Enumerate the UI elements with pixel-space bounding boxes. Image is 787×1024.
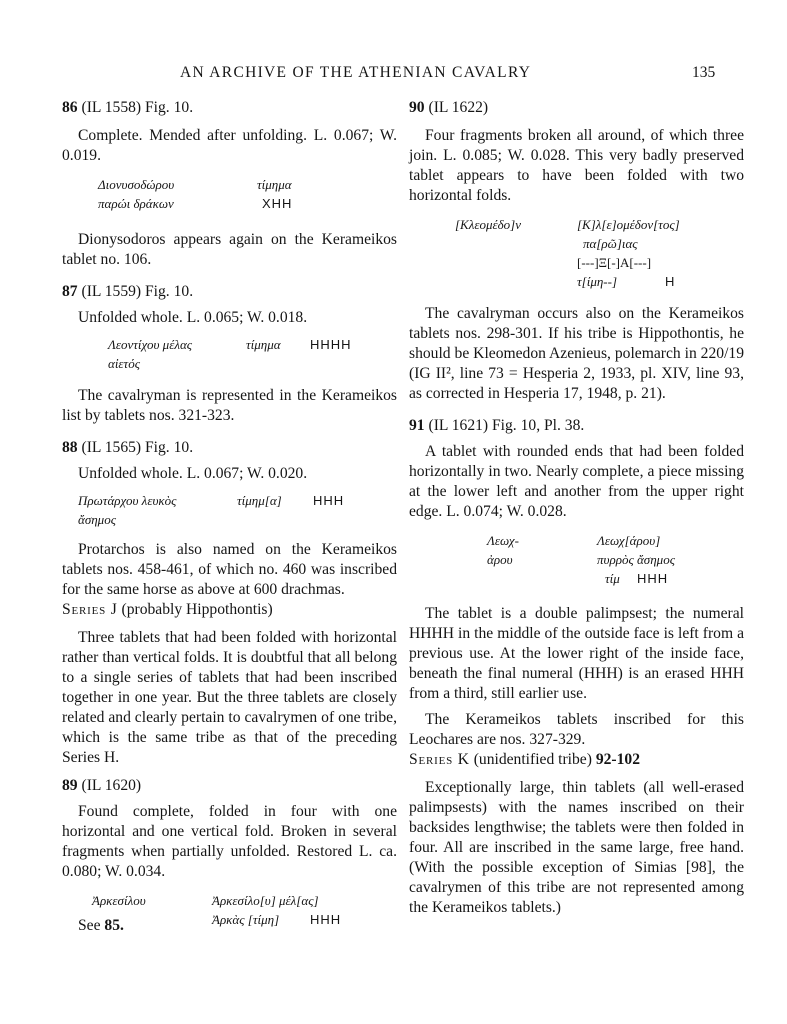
entry-reference: (IL 1622) (428, 99, 489, 116)
entry-91-note-1: The tablet is a double palimpsest; the numeral HHHH in the middle of the outside face is left from a previous use. At the lower right of the inside face, beneath the final numeral (HHH) is an erased HHH from a third, still earlier use. (409, 605, 744, 702)
inscription-numeral: ΗΗΗ (310, 912, 342, 927)
series-tribe: (unidentified tribe) (473, 751, 592, 768)
entry-89-description: Found complete, folded in four with one horizontal and one vertical fold. Broken in several fragments when partially unfolded. Restored L. ca. 0.080; W. 0.034. (62, 803, 397, 880)
entry-88-heading (62, 438, 397, 458)
series-j-heading (62, 600, 397, 620)
see-label: See (78, 917, 101, 934)
inscription-numeral: ΗΗΗΗ (310, 337, 352, 352)
see-reference: 85. (104, 917, 124, 934)
inscription-line: τίμημα (257, 177, 292, 192)
series-label: Series J (62, 601, 118, 618)
running-title: AN ARCHIVE OF THE ATHENIAN CAVALRY (180, 64, 532, 81)
entry-number: 88 (62, 439, 78, 456)
entry-91-description: A tablet with rounded ends that had been folded horizontally in two. Nearly complete, a piece missing at the lower left and another from the upper right edge. L. 0.074; W. 0.028. (409, 443, 744, 520)
inscription-line: Ἀρκεσίλο[υ] μέλ[ας] (212, 893, 319, 908)
inscription-line: τ[ίμη--] (577, 274, 618, 289)
series-tribe: (probably Hippothontis) (121, 601, 273, 618)
entry-91-inscription (409, 532, 744, 592)
entry-87-heading (62, 282, 397, 302)
entry-number: 87 (62, 283, 78, 300)
entry-86-inscription (62, 176, 397, 216)
inscription-line: [---]Ξ[-]Α[---] (577, 255, 652, 270)
entry-86-heading (62, 98, 397, 118)
inscription-line: παρώι δράκων (98, 196, 174, 211)
entry-reference: (IL 1565) Fig. 10. (81, 439, 194, 456)
entry-89-inscription (62, 892, 397, 932)
inscription-line: πα[ρῶ]ιας (583, 236, 638, 251)
inscription-line: Λεωχ[άρου] (597, 533, 661, 548)
entry-90-heading (409, 98, 744, 118)
inscription-line: τίμ (605, 571, 620, 586)
inscription-line: [Κ]λ[ε]ομέδον[τος] (577, 217, 680, 232)
inscription-line: Διονυσοδώρου (98, 177, 175, 192)
running-header (0, 64, 787, 88)
entry-reference: (IL 1621) Fig. 10, Pl. 38. (428, 417, 585, 434)
entry-number: 89 (62, 777, 78, 794)
series-range: 92-102 (595, 751, 641, 768)
entry-90-description: Four fragments broken all around, of which three join. L. 0.085; W. 0.028. This very badly preserved tablet appears to have been folded with two horizontal folds. (409, 127, 744, 204)
inscription-numeral: ΗΗΗ (637, 571, 669, 586)
page-number: 135 (692, 64, 716, 81)
inscription-line: Πρωτάρχου λευκὸς (78, 493, 177, 508)
inscription-line: Λεοντίχου μέλας (108, 337, 193, 352)
entry-88-description: Unfolded whole. L. 0.067; W. 0.020. (78, 465, 308, 482)
entry-87-note: The cavalryman is represented in the Kerameikos list by tablets nos. 321-323. (62, 387, 397, 424)
inscription-line: αἰετός (108, 356, 140, 371)
inscription-line: τίμημα (246, 337, 281, 352)
entry-91-note-2: The Kerameikos tablets inscribed for this Leochares are nos. 327-329. (409, 711, 744, 748)
entry-reference: (IL 1620) (81, 777, 142, 794)
entry-89-heading (62, 776, 397, 796)
entry-90-inscription (409, 216, 744, 294)
entry-reference: (IL 1559) Fig. 10. (81, 283, 194, 300)
inscription-line: πυρρὸς ἄσημος (597, 552, 675, 567)
inscription-line: Ἀρκεσίλου (92, 893, 146, 908)
entry-87-description: Unfolded whole. L. 0.065; W. 0.018. (78, 309, 308, 326)
inscription-line: Λεωχ- (487, 533, 519, 548)
right-column (409, 98, 744, 918)
inscription-line: ἄσημος (78, 512, 116, 527)
entry-number: 90 (409, 99, 425, 116)
series-label: Series K (409, 751, 470, 768)
entry-90-note: The cavalryman occurs also on the Kerameikos tablets nos. 298-301. If his tribe is Hippothontis, he should be Kleomedon Azenieus, polemarch in 220/19 (IG II², line 73 = Hesperia 2, 1933, pl. XIV, line 93, as corrected in Hesperia 17, 1948, p. 21). (409, 305, 744, 402)
entry-91-heading (409, 416, 744, 436)
inscription-line: ἀρου (487, 552, 513, 567)
entry-reference: (IL 1558) Fig. 10. (81, 99, 194, 116)
entry-88-inscription (62, 492, 397, 532)
series-k-text: Exceptionally large, thin tablets (all well-erased palimpsests) with the names inscribed on their backsides lengthwise; the tablets were then folded in four. All are inscribed in the same large, free hand. (With the possible exception of Simias [98], the cavalrymen of this tribe are not represented among the Kerameikos tablets.) (409, 779, 744, 916)
inscription-numeral: Η (665, 274, 676, 289)
entry-number: 86 (62, 99, 78, 116)
entry-87-inscription (62, 336, 397, 376)
series-j-text: Three tablets that had been folded with horizontal rather than vertical folds. It is doubtful that all belong to a single series of tablets that had been inscribed together in one year. But the three tablets are closely related and clearly pertain to cavalrymen of one tribe, which is the same tribe as that of the preceding Series H. (62, 629, 397, 766)
entry-88-note: Protarchos is also named on the Kerameikos tablets nos. 458-461, of which no. 460 was inscribed for the same horse as above at 600 drachmas. (62, 541, 397, 598)
inscription-numeral: ΗΗΗ (313, 493, 345, 508)
left-column (62, 98, 397, 936)
entry-86-note: Dionysodoros appears again on the Kerameikos tablet no. 106. (62, 231, 397, 268)
entry-number: 91 (409, 417, 425, 434)
inscription-line: [Κλεομέδο]ν (455, 217, 522, 232)
entry-86-description: Complete. Mended after unfolding. L. 0.067; W. 0.019. (62, 127, 397, 164)
inscription-line: τίμημ[α] (237, 493, 282, 508)
inscription-line: Ἀρκὰς [τίμη] (212, 912, 280, 927)
series-k-heading (409, 750, 744, 770)
inscription-numeral: ΧΗΗ (262, 196, 293, 211)
